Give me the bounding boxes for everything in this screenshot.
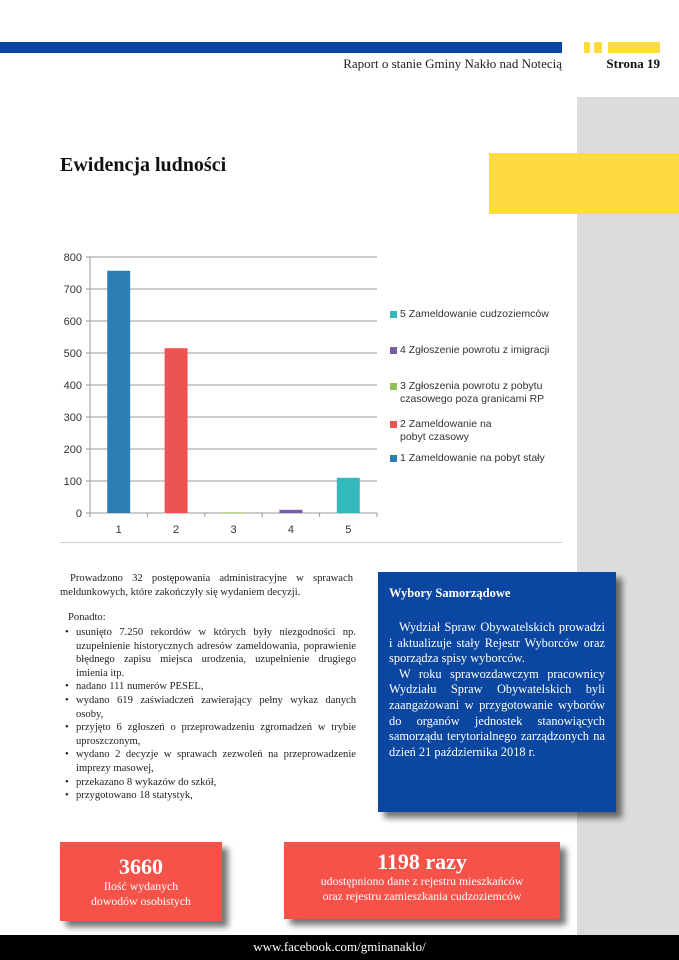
legend-swatch — [390, 421, 397, 428]
y-tick-label: 100 — [63, 476, 82, 488]
legend-label: 3 Zgłoszenia powrotu z pobytu czasowego poza granicami RP — [400, 380, 545, 405]
page-number: Strona 19 — [606, 56, 660, 71]
y-tick-label: 200 — [63, 444, 82, 456]
footer-bar — [0, 935, 679, 960]
stat-caption-line: udostępniono dane z rejestru mieszkańców — [320, 874, 524, 888]
stat-caption-line: oraz rejestru zamieszkania cudzoziemców — [322, 889, 522, 903]
stat-number: 1198 razy — [377, 849, 467, 874]
legend-label: 5 Zameldowanie cudzoziemców — [400, 308, 549, 320]
list-item: • nadano 111 numerów PESEL, — [60, 680, 356, 694]
legend-swatch — [390, 383, 397, 390]
x-tick-label: 1 — [115, 524, 122, 536]
legend-swatch — [390, 455, 397, 462]
legend-swatch — [390, 347, 397, 354]
facebook-link[interactable]: www.facebook.com/gminanaklo/ — [253, 939, 426, 954]
legend-item — [390, 308, 549, 321]
intro-paragraph: Prowadzono 32 postępowania administracyjne w sprawach meldunkowych, które zakończyły się wydaniem decyzji. — [60, 573, 353, 598]
elections-info-box — [378, 572, 616, 812]
bar-5 — [337, 478, 360, 513]
bar-4 — [279, 510, 302, 513]
header-yellow-mark-3 — [608, 42, 660, 53]
legend-label: 4 Zgłoszenie powrotu z imigracji — [400, 344, 550, 356]
legend-swatch — [390, 311, 397, 318]
bar-3 — [222, 512, 245, 513]
stat-number: 3660 — [119, 854, 163, 879]
divider — [60, 542, 562, 543]
y-tick-label: 800 — [63, 252, 82, 264]
x-tick-label: 3 — [230, 524, 237, 536]
legend-item — [390, 380, 550, 406]
list-item: • przyjęto 6 zgłoszeń o przeprowadzeniu zgromadzeń w trybie uproszczonym, — [60, 721, 356, 748]
legend-item — [390, 344, 549, 357]
legend-item — [390, 452, 545, 465]
list-item: • przygotowano 18 statystyk, — [60, 789, 356, 803]
y-tick-label: 700 — [63, 284, 82, 296]
y-tick-label: 300 — [63, 412, 82, 424]
elections-paragraph: W roku sprawozdawczym pracownicy Wydziału Spraw Obywatelskich byli zaangażowani w przygotowanie wyborów do organów jednostek stanowiących samorządu terytorialnego zarządzonych na dzień 21 października 2018 r. — [389, 666, 605, 759]
ponadto-label: Ponadto: — [68, 612, 106, 623]
y-tick-label: 600 — [63, 316, 82, 328]
activity-list — [60, 626, 356, 803]
header-yellow-mark-2 — [594, 42, 602, 53]
elections-box-title: Wybory Samorządowe — [389, 586, 511, 600]
legend-item — [390, 418, 520, 444]
legend-label: 1 Zameldowanie na pobyt stały — [400, 452, 545, 464]
y-tick-label: 500 — [63, 348, 82, 360]
elections-paragraph: Wydział Spraw Obywatelskich prowadzi i aktualizuje stały Rejestr Wyborców oraz sporządza spisy wyborców. — [389, 620, 605, 666]
list-item: • przekazano 8 wykazów do szkół, — [60, 776, 356, 790]
y-tick-label: 400 — [63, 380, 82, 392]
header-blue-bar — [0, 42, 562, 53]
yellow-accent-block — [489, 153, 679, 214]
report-title: Raport o stanie Gminy Nakło nad Notecią — [343, 56, 562, 71]
section-title: Ewidencja ludności — [60, 154, 227, 176]
bar-1 — [107, 271, 130, 513]
elections-box-text — [389, 620, 605, 760]
stat-box-id-cards — [60, 842, 222, 921]
list-item: • wydano 619 zaświadczeń zawierający pełny wykaz danych osoby, — [60, 694, 356, 721]
y-tick-label: 0 — [75, 508, 82, 520]
legend-label: 2 Zameldowanie na pobyt czasowy — [400, 418, 492, 443]
stat-caption-line: Ilość wydanych — [103, 879, 179, 893]
header-yellow-mark-1 — [584, 42, 590, 53]
list-item: • usunięto 7.250 rekordów w których były niezgodności np. uzupełnienie historycznych adresów zameldowania, poprawienie błędnego zapisu miejsca urodzenia, uzupełnienie drugiego imienia itp. — [60, 626, 356, 680]
stat-box-data-sharing — [284, 842, 560, 919]
list-item: • wydano 2 decyzje w sprawach zezwoleń na przeprowadzenie imprezy masowej, — [60, 748, 356, 775]
x-tick-label: 2 — [173, 524, 180, 536]
bar-2 — [165, 348, 188, 513]
x-tick-label: 4 — [287, 524, 294, 536]
x-tick-label: 5 — [345, 524, 352, 536]
stat-caption-line: dowodów osobistych — [91, 894, 191, 908]
